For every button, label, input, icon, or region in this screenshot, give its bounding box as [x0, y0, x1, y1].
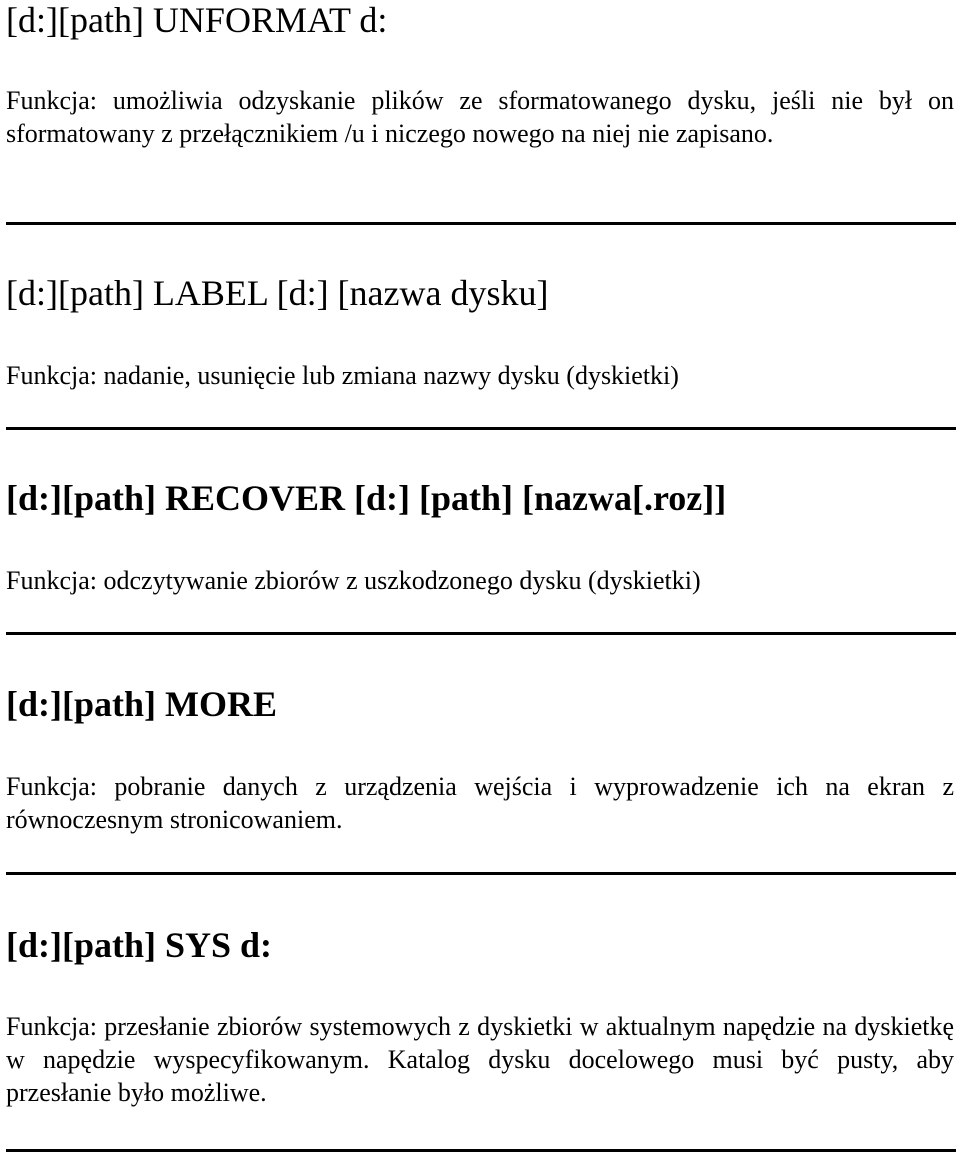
section-divider	[6, 427, 956, 430]
section-description-more: Funkcja: pobranie danych z urządzenia wejścia i wyprowadzenie ich na ekran z równoczesnym stronicowaniem.	[6, 772, 954, 834]
section-heading-recover: [d:][path] RECOVER [d:] [path] [nazwa[.roz]]	[6, 478, 727, 518]
section-description-recover: Funkcja: odczytywanie zbiorów z uszkodzonego dysku (dyskietki)	[6, 566, 701, 595]
section-heading-unformat: [d:][path] UNFORMAT d:	[6, 0, 388, 40]
section-description-sys: Funkcja: przesłanie zbiorów systemowych z dyskietki w aktualnym napędzie na dyskietkę w napędzie wyspecyfikowanym. Katalog dysku docelowego musi być pusty, aby przesłanie było możliwe.	[6, 1012, 954, 1107]
section-divider	[6, 632, 956, 635]
section-divider	[6, 1149, 956, 1152]
section-divider	[6, 222, 956, 225]
section-heading-label: [d:][path] LABEL [d:] [nazwa dysku]	[6, 273, 549, 313]
section-divider	[6, 872, 956, 875]
section-description-label: Funkcja: nadanie, usunięcie lub zmiana nazwy dysku (dyskietki)	[6, 361, 679, 390]
section-description-unformat: Funkcja: umożliwia odzyskanie plików ze sformatowanego dysku, jeśli nie był on sformatowany z przełącznikiem /u i niczego nowego na niej nie zapisano.	[6, 86, 954, 148]
section-heading-sys: [d:][path] SYS d:	[6, 925, 273, 965]
section-heading-more: [d:][path] MORE	[6, 684, 277, 724]
